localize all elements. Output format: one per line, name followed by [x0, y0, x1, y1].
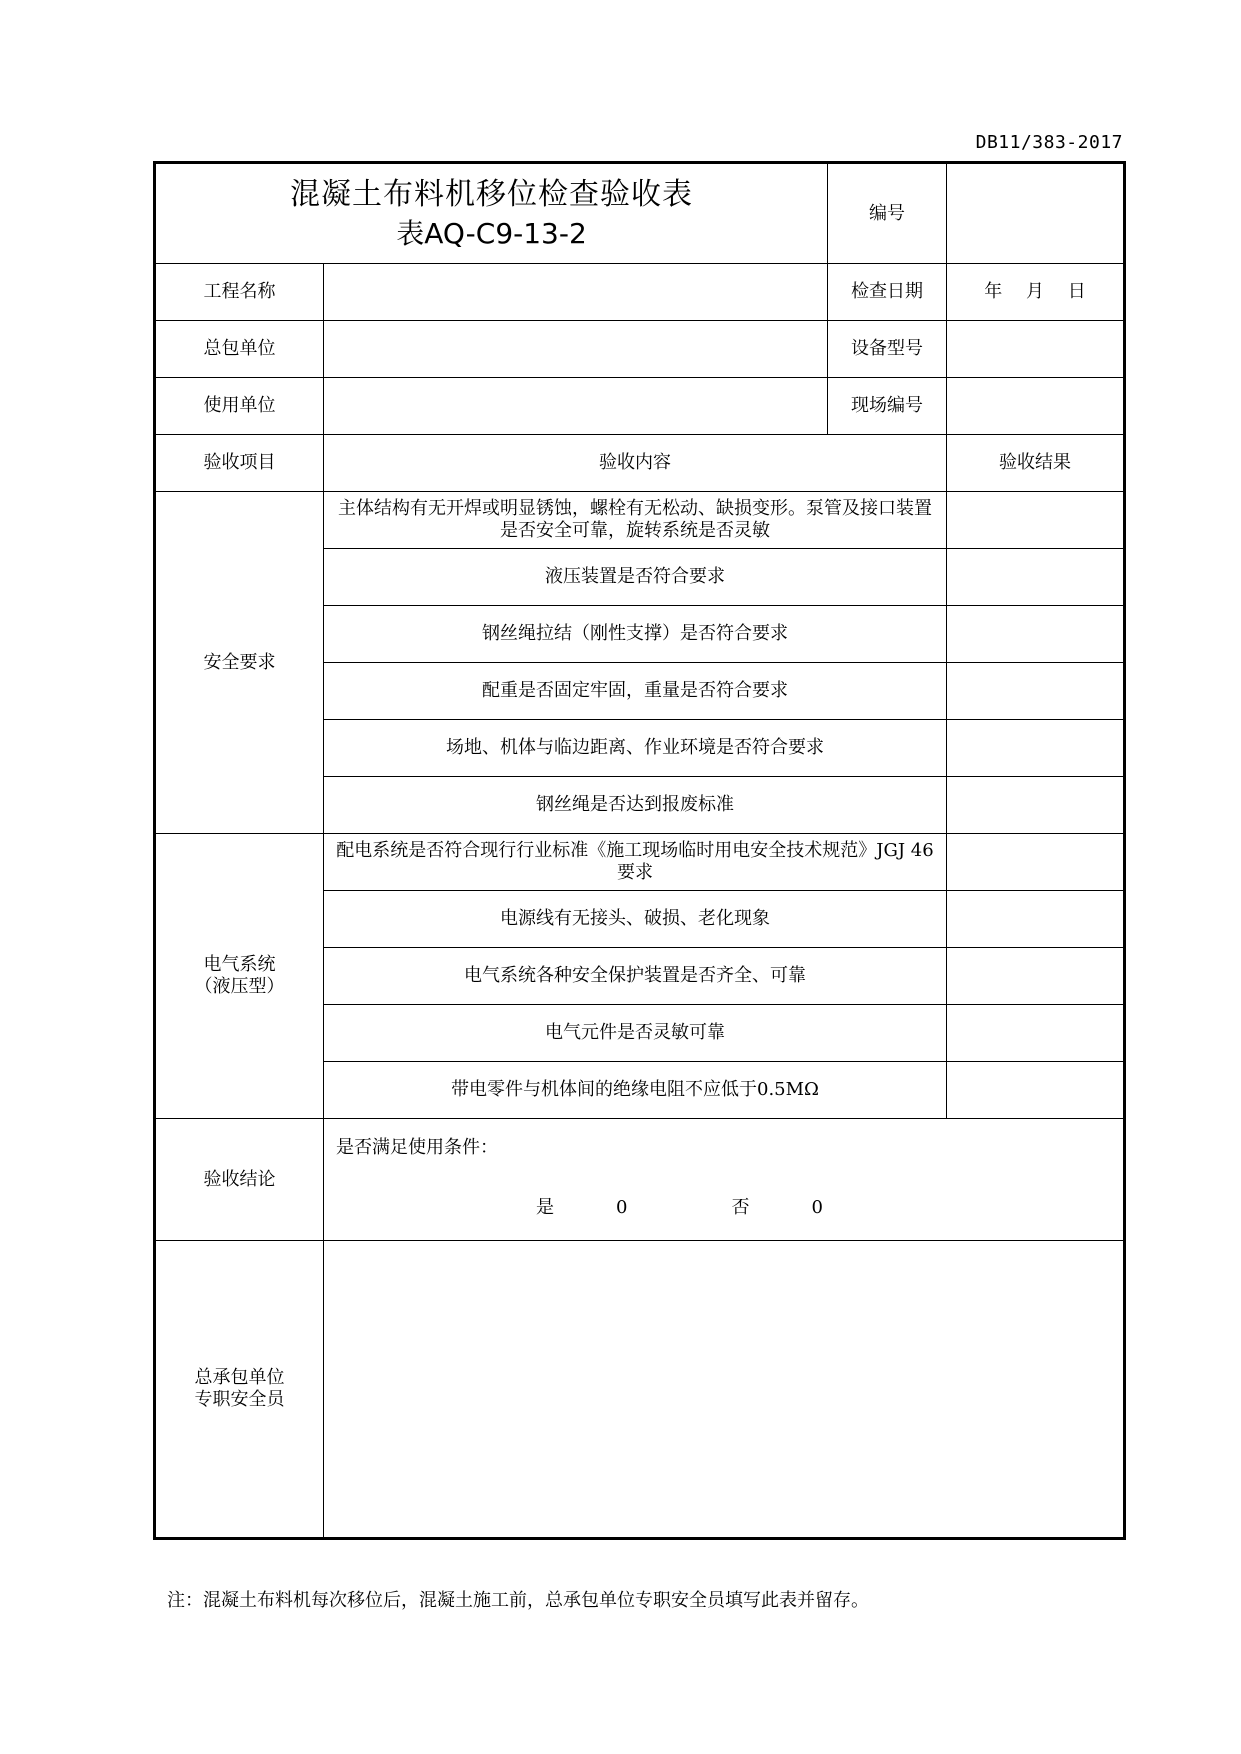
title-row	[155, 163, 1125, 264]
check-item-text: 场地、机体与临边距离、作业环境是否符合要求	[324, 720, 947, 777]
check-item-text: 液压装置是否符合要求	[324, 549, 947, 606]
form-title: 混凝土布料机移位检查验收表	[290, 176, 693, 212]
project-name-field[interactable]	[324, 264, 828, 321]
check-item-text: 配重是否固定牢固，重量是否符合要求	[324, 663, 947, 720]
signer-line1: 总承包单位	[194, 1367, 285, 1388]
check-item-text: 电源线有无接头、破损、老化现象	[324, 891, 947, 948]
project-name-label: 工程名称	[155, 264, 324, 321]
section-safety-label: 安全要求	[155, 492, 324, 834]
form-note: 注：混凝土布料机每次移位后，混凝土施工前，总承包单位专职安全员填写此表并留存。	[167, 1590, 869, 1611]
result-field[interactable]	[947, 663, 1125, 720]
device-model-field[interactable]	[947, 321, 1125, 378]
result-field[interactable]	[947, 891, 1125, 948]
result-field[interactable]	[947, 492, 1125, 549]
inspection-form-table	[153, 161, 1126, 1540]
conclusion-cell	[324, 1119, 1125, 1241]
check-item-text: 主体结构有无开焊或明显锈蚀，螺栓有无松动、缺损变形。泵管及接口装置是否安全可靠，旋转系统是否灵敏	[324, 492, 947, 549]
header-row	[155, 435, 1125, 492]
user-unit-field[interactable]	[324, 378, 828, 435]
result-field[interactable]	[947, 948, 1125, 1005]
conclusion-label: 验收结论	[155, 1119, 324, 1241]
header-item: 验收项目	[155, 435, 324, 492]
header-result: 验收结果	[947, 435, 1125, 492]
yes-checkbox[interactable]: 0	[616, 1197, 628, 1218]
result-field[interactable]	[947, 1005, 1125, 1062]
result-field[interactable]	[947, 606, 1125, 663]
conclusion-question: 是否满足使用条件：	[336, 1137, 498, 1158]
general-contractor-field[interactable]	[324, 321, 828, 378]
signature-field[interactable]	[324, 1241, 1125, 1539]
check-date-label: 检查日期	[828, 264, 947, 321]
result-field[interactable]	[947, 1062, 1125, 1119]
user-unit-label: 使用单位	[155, 378, 324, 435]
result-field[interactable]	[947, 777, 1125, 834]
signer-row	[155, 1241, 1125, 1539]
no-label: 否	[731, 1197, 750, 1218]
check-item-text: 带电零件与机体间的绝缘电阻不应低于0.5MΩ	[324, 1062, 947, 1119]
form-number: 表AQ-C9-13-2	[396, 216, 587, 250]
result-field[interactable]	[947, 720, 1125, 777]
check-item-text: 钢丝绳拉结（刚性支撑）是否符合要求	[324, 606, 947, 663]
check-item-text: 配电系统是否符合现行行业标准《施工现场临时用电安全技术规范》JGJ 46要求	[324, 834, 947, 891]
result-field[interactable]	[947, 549, 1125, 606]
section-electrical-line1: 电气系统	[203, 954, 276, 975]
title-cell	[155, 163, 828, 264]
general-contractor-label: 总包单位	[155, 321, 324, 378]
conclusion-row	[155, 1119, 1125, 1241]
check-item-text: 电气元件是否灵敏可靠	[324, 1005, 947, 1062]
serial-label: 编号	[828, 163, 947, 264]
serial-value-field[interactable]	[947, 163, 1125, 264]
standard-code: DB11/383-2017	[975, 132, 1123, 153]
site-no-label: 现场编号	[828, 378, 947, 435]
signer-line2: 专职安全员	[194, 1389, 285, 1410]
signer-label	[155, 1241, 324, 1539]
site-no-field[interactable]	[947, 378, 1125, 435]
check-item-row	[155, 834, 1125, 891]
section-electrical-line2: （液压型）	[194, 976, 285, 997]
info-row-user	[155, 378, 1125, 435]
device-model-label: 设备型号	[828, 321, 947, 378]
header-content: 验收内容	[324, 435, 947, 492]
conclusion-options	[336, 1197, 1111, 1219]
info-row-contractor	[155, 321, 1125, 378]
yes-label: 是	[536, 1197, 554, 1218]
check-item-text: 电气系统各种安全保护装置是否齐全、可靠	[324, 948, 947, 1005]
info-row-project	[155, 264, 1125, 321]
check-item-text: 钢丝绳是否达到报废标准	[324, 777, 947, 834]
check-item-row	[155, 492, 1125, 549]
check-date-field[interactable]: 年 月 日	[947, 264, 1125, 321]
section-electrical-label	[155, 834, 324, 1119]
result-field[interactable]	[947, 834, 1125, 891]
no-checkbox[interactable]: 0	[811, 1197, 823, 1218]
